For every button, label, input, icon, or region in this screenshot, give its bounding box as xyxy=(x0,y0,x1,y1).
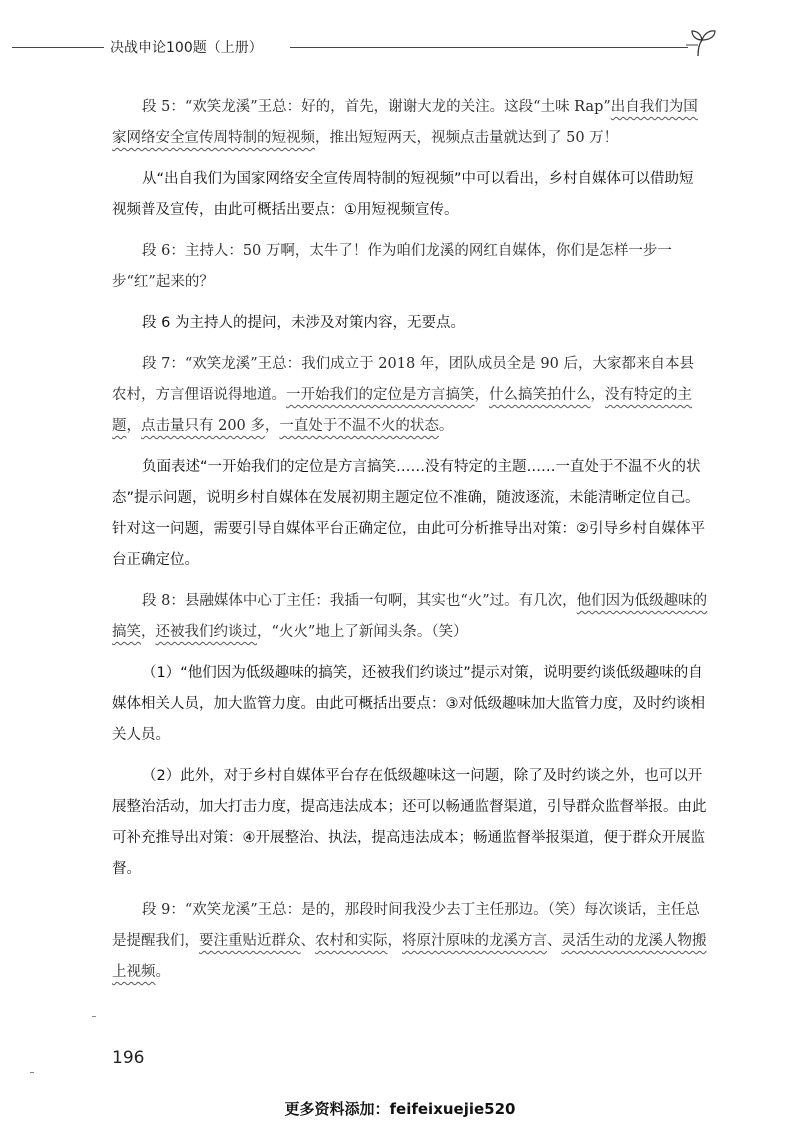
wavy-underlined-phrase: 一开始我们的定位是方言搞笑 xyxy=(286,387,475,403)
text-run: 、 xyxy=(547,933,562,949)
analysis-paragraph xyxy=(112,164,708,226)
text-run: 段 5：“欢笑龙溪”王总：好的，首先，谢谢大龙的关注。这段“土味 Rap” xyxy=(142,99,611,115)
text-run: 、 xyxy=(300,933,315,949)
text-run: 。 xyxy=(438,418,454,434)
analysis-paragraph xyxy=(112,452,708,576)
text-run: （2）此外，对于乡村自媒体平台存在低级趣味这一问题，除了及时约谈之外，也可以开展整治活动，加大打击力度，提高违法成本；还可以畅通监督渠道，引导群众监督举报。由此可补充推导出对策：④开展整治、执法，提高违法成本；畅通监督举报渠道，便于群众开展监督。 xyxy=(112,768,707,877)
analysis-paragraph xyxy=(112,761,708,885)
text-run: 段 6 为主持人的提问，未涉及对策内容，无要点。 xyxy=(142,315,465,331)
wavy-underlined-phrase: 他们因为低级趣味的搞笑 xyxy=(112,593,708,640)
source-paragraph xyxy=(112,895,708,988)
header-rule-right xyxy=(290,47,688,48)
footer-label: 更多资料添加： xyxy=(284,1100,390,1118)
text-run: 从“出自我们为国家网络安全宣传周特制的短视频”中可以看出，乡村自媒体可以借助短视频普及宣传，由此可概括出要点：①用短视频宣传。 xyxy=(112,171,694,218)
text-run: 。 xyxy=(155,964,170,980)
page-number: 196 xyxy=(112,1048,145,1068)
wavy-underlined-phrase: 要注重贴近群众 xyxy=(199,933,301,949)
wavy-underlined-phrase: 还被我们约谈过 xyxy=(155,624,257,640)
sprout-icon xyxy=(684,26,720,58)
text-run: 段 9：“欢笑龙溪”王总：是的，那段时间我没少去丁主任那边。（笑）每次谈话，主任总是提醒我们， xyxy=(112,902,700,949)
text-run: ， xyxy=(264,418,280,434)
text-run: ， xyxy=(141,624,156,640)
footer-note xyxy=(0,1098,800,1119)
wavy-underlined-phrase: 将原汁原味的龙溪方言 xyxy=(402,933,547,949)
running-header xyxy=(0,28,800,68)
text-run: ， xyxy=(590,387,605,403)
footer-handle: feifeixuejie520 xyxy=(389,1100,516,1118)
wavy-underlined-phrase: 什么搞笑拍什么 xyxy=(489,387,591,403)
scan-speck xyxy=(30,1072,34,1073)
text-run: 段 7：“欢笑龙溪”王总：我们成立于 2018 年，团队成员全是 90 后，大家都来自本县农村，方言俚语说得地道。 xyxy=(112,356,694,403)
text-run: （1）“他们因为低级趣味的搞笑，还被我们约谈过”提示对策，说明要约谈低级趣味的自媒体相关人员，加大监管力度。由此可概括出要点：③对低级趣味加大监管力度，及时约谈相关人员。 xyxy=(112,665,705,743)
analysis-paragraph xyxy=(112,308,708,339)
text-run: ， xyxy=(387,933,402,949)
source-paragraph xyxy=(112,349,708,442)
wavy-underlined-phrase: 出自我们为国家网络安全宣传周特制的短视频 xyxy=(112,99,698,146)
page-body xyxy=(112,92,708,998)
text-run: ， xyxy=(126,418,141,434)
source-paragraph xyxy=(112,236,708,298)
text-run: ， xyxy=(474,387,489,403)
text-run: 段 6：主持人：50 万啊，太牛了！作为咱们龙溪的网红自媒体，你们是怎样一步一步“红”起来的？ xyxy=(112,243,672,290)
wavy-underlined-phrase: 一直处于不温不火的状态 xyxy=(279,418,439,434)
text-run: 负面表述“一开始我们的定位是方言搞笑……没有特定的主题……一直处于不温不火的状态”提示问题，说明乡村自媒体在发展初期主题定位不准确，随波逐流，未能清晰定位自己。针对这一问题，需要引导自媒体平台正确定位，由此可分析推导出对策：②引导乡村自媒体平台正确定位。 xyxy=(112,459,705,568)
scan-speck xyxy=(92,1016,96,1017)
wavy-underlined-phrase: 灵活生动的龙溪人物搬上视频 xyxy=(112,933,707,980)
text-run: ，“火火”地上了新闻头条。（笑） xyxy=(257,624,468,640)
wavy-underlined-phrase: 农村和实际 xyxy=(315,933,388,949)
source-paragraph xyxy=(112,586,708,648)
text-run: 段 8：县融媒体中心丁主任：我插一句啊，其实也“火”过。有几次， xyxy=(142,593,577,609)
analysis-paragraph xyxy=(112,658,708,751)
header-rule-left xyxy=(12,47,104,48)
source-paragraph xyxy=(112,92,708,154)
wavy-underlined-phrase: 没有特定的主题 xyxy=(112,387,692,434)
wavy-underlined-phrase: 点击量只有 200 多 xyxy=(141,418,265,434)
book-title: 决战申论100题（上册） xyxy=(110,40,263,56)
text-run: ，推出短短两天，视频点击量就达到了 50 万！ xyxy=(315,130,619,146)
